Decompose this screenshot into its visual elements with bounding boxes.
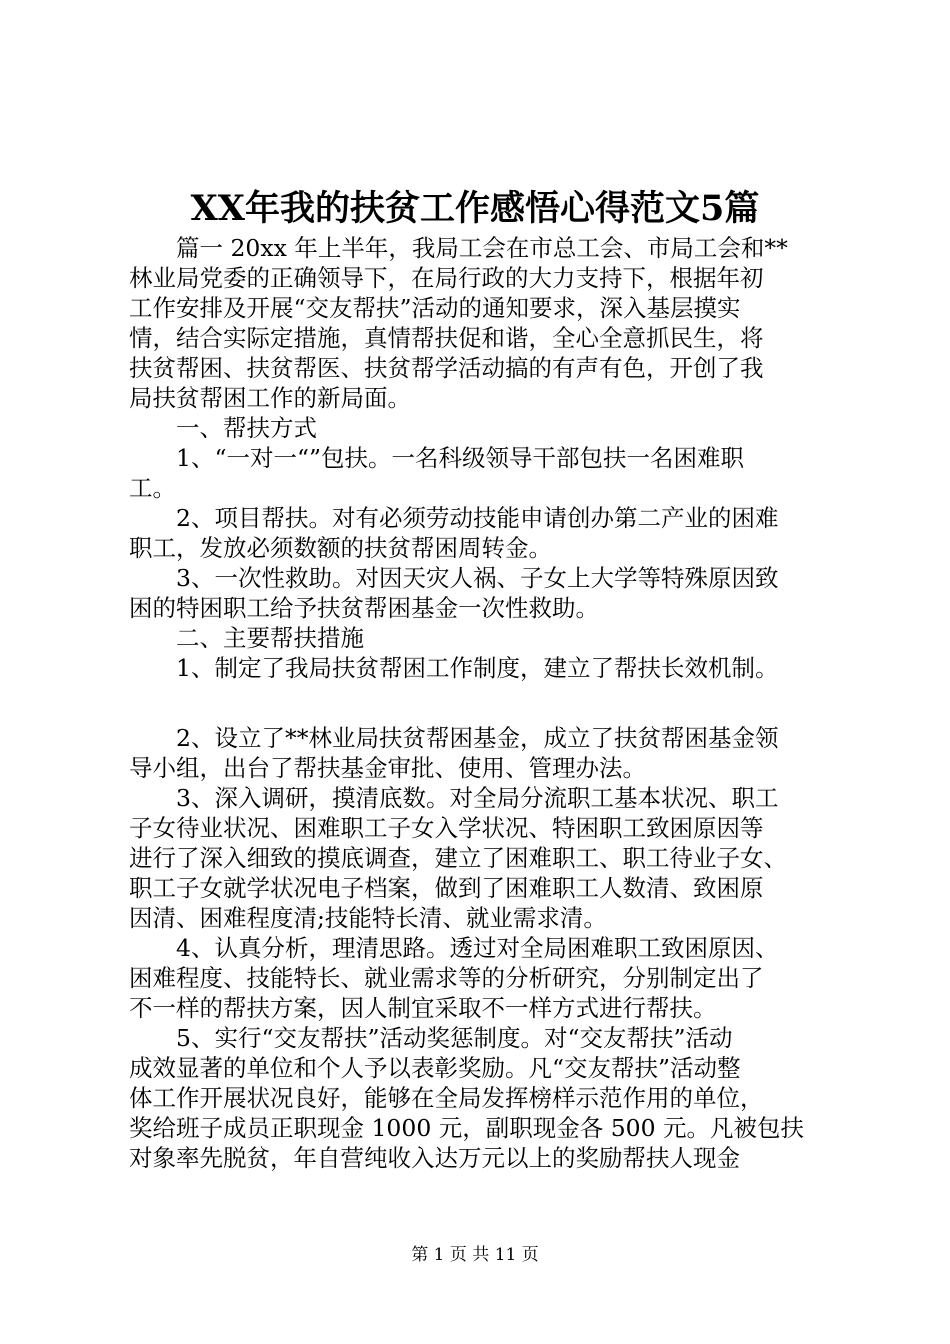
paragraph-line: 成效显著的单位和个人予以表彰奖励。凡“交友帮扶”活动整 <box>129 1054 741 1082</box>
paragraph-line: 2、项目帮扶。对有必须劳动技能申请创办第二产业的困难 <box>176 504 779 532</box>
paragraph-line: 3、深入调研，摸清底数。对全局分流职工基本状况、职工 <box>176 784 779 812</box>
paragraph-line: 4、认真分析，理清思路。透过对全局困难职工致困原因、 <box>176 934 779 962</box>
paragraph-line: 工。 <box>129 474 176 502</box>
paragraph-line: 情，结合实际定措施，真情帮扶促和谐，全心全意抓民生，将 <box>129 324 764 352</box>
paragraph-line: 进行了深入细致的摸底调查，建立了困难职工、职工待业子女、 <box>129 844 787 872</box>
paragraph-line: 因清、困难程度清;技能特长清、就业需求清。 <box>129 904 607 932</box>
paragraph-line: 职工，发放必须数额的扶贫帮困周转金。 <box>129 534 552 562</box>
paragraph-line: 工作安排及开展“交友帮扶”活动的通知要求，深入基层摸实 <box>129 294 741 322</box>
paragraph-line: 奖给班子成员正职现金 1000 元，副职现金各 500 元。凡被包扶 <box>129 1114 805 1142</box>
paragraph-line: 困的特困职工给予扶贫帮困基金一次性救助。 <box>129 594 599 622</box>
paragraph-line: 对象率先脱贫，年自营纯收入达万元以上的奖励帮扶人现金 <box>129 1144 740 1172</box>
section-heading: 一、帮扶方式 <box>176 414 317 442</box>
paragraph-line: 1、制定了我局扶贫帮困工作制度，建立了帮扶长效机制。 <box>176 654 779 682</box>
paragraph-line: 子女待业状况、困难职工子女入学状况、特困职工致困原因等 <box>129 814 764 842</box>
paragraph-line: 困难程度、技能特长、就业需求等的分析研究，分别制定出了 <box>129 964 764 992</box>
paragraph-line: 篇一 20xx 年上半年，我局工会在市总工会、市局工会和** <box>176 234 788 262</box>
section-heading: 二、主要帮扶措施 <box>176 624 364 652</box>
paragraph-line: 局扶贫帮困工作的新局面。 <box>129 384 411 412</box>
paragraph-line: 3、一次性救助。对因天灾人祸、子女上大学等特殊原因致 <box>176 564 779 592</box>
document-title: XX年我的扶贫工作感悟心得范文5篇 <box>190 188 760 229</box>
paragraph-line: 2、设立了**林业局扶贫帮困基金，成立了扶贫帮困基金领 <box>176 724 779 752</box>
blank-line <box>129 683 839 723</box>
paragraph-line: 职工子女就学状况电子档案，做到了困难职工人数清、致困原 <box>129 874 764 902</box>
document-body <box>129 233 839 1173</box>
paragraph-line: 不一样的帮扶方案，因人制宜采取不一样方式进行帮扶。 <box>129 994 717 1022</box>
paragraph-line: 导小组，出台了帮扶基金审批、使用、管理办法。 <box>129 754 646 782</box>
paragraph-line: 体工作开展状况良好，能够在全局发挥榜样示范作用的单位， <box>129 1084 764 1112</box>
page-footer: 第 1 页 共 11 页 <box>411 1245 539 1265</box>
paragraph-line: 扶贫帮困、扶贫帮医、扶贫帮学活动搞的有声有色，开创了我 <box>129 354 764 382</box>
paragraph-line: 1、“一对一“”包扶。一名科级领导干部包扶一名困难职 <box>176 444 744 472</box>
paragraph-line: 林业局党委的正确领导下，在局行政的大力支持下，根据年初 <box>129 264 764 292</box>
paragraph-line: 5、实行“交友帮扶”活动奖惩制度。对“交友帮扶”活动 <box>176 1024 733 1052</box>
